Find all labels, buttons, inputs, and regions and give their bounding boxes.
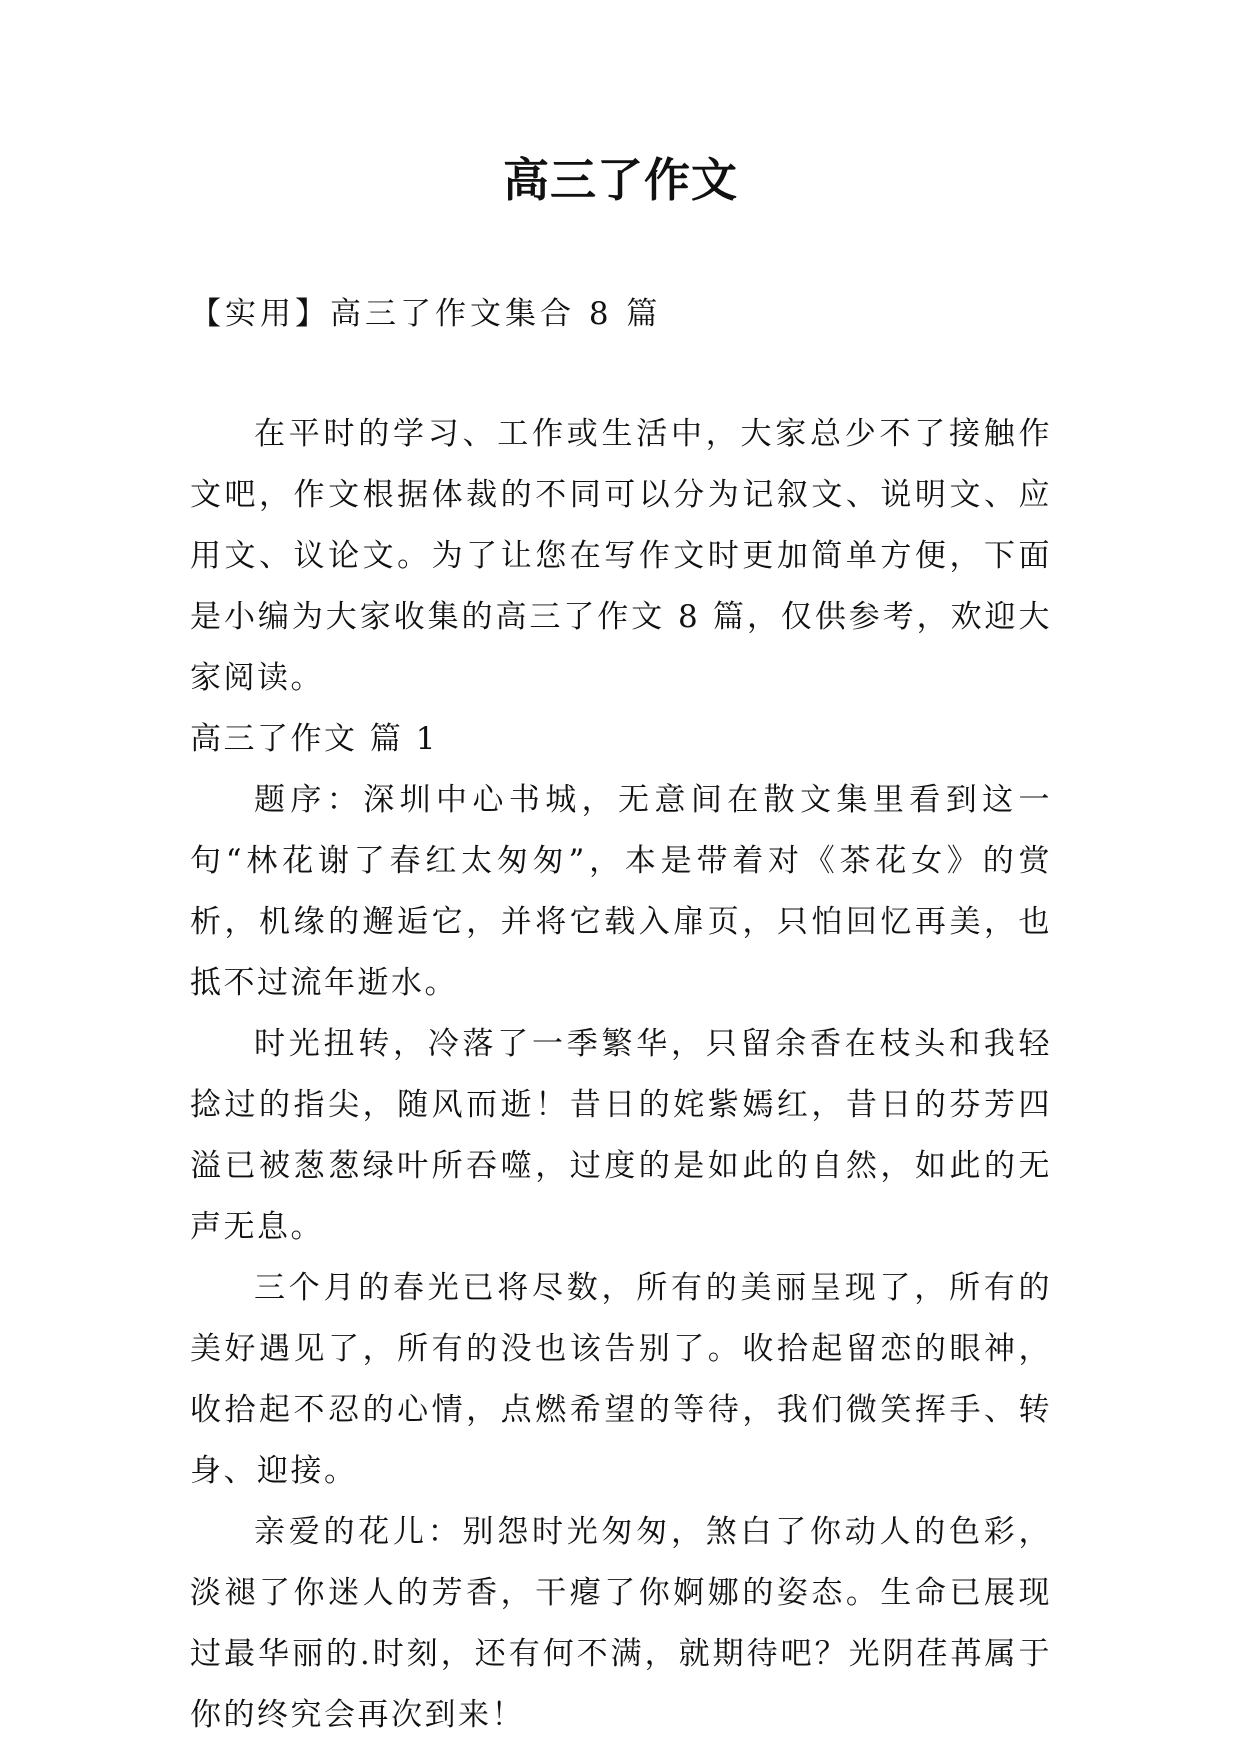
body-paragraph: 题序：深圳中心书城，无意间在散文集里看到这一句“林花谢了春红太匆匆”，本是带着对《茶花女》的赏析，机缘的邂逅它，并将它载入扉页，只怕回忆再美，也抵不过流年逝水。	[190, 782, 1052, 1001]
body-paragraph: 时光扭转，冷落了一季繁华，只留余香在枝头和我轻捻过的指尖，随风而逝！昔日的姹紫嫣红，昔日的芬芳四溢已被葱葱绿叶所吞噬，过度的是如此的自然，如此的无声无息。	[190, 1026, 1052, 1245]
section-heading: 高三了作文 篇 1	[190, 721, 438, 757]
document-title: 高三了作文	[503, 153, 738, 207]
document-body	[190, 404, 1052, 1746]
document-subtitle: 【实用】高三了作文集合 8 篇	[190, 296, 662, 332]
body-paragraph: 三个月的春光已将尽数，所有的美丽呈现了，所有的美好遇见了，所有的没也该告别了。收拾起留恋的眼神，收拾起不忍的心情，点燃希望的等待，我们微笑挥手、转身、迎接。	[190, 1270, 1052, 1489]
intro-paragraph: 在平时的学习、工作或生活中，大家总少不了接触作文吧，作文根据体裁的不同可以分为记叙文、说明文、应用文、议论文。为了让您在写作文时更加简单方便，下面是小编为大家收集的高三了作文 8 篇，仅供参考，欢迎大家阅读。	[190, 416, 1052, 696]
body-paragraph: 亲爱的花儿：别怨时光匆匆，煞白了你动人的色彩，淡褪了你迷人的芳香，干瘪了你婀娜的姿态。生命已展现过最华丽的.时刻，还有何不满，就期待吧？光阴荏苒属于你的终究会再次到来！	[190, 1514, 1052, 1733]
